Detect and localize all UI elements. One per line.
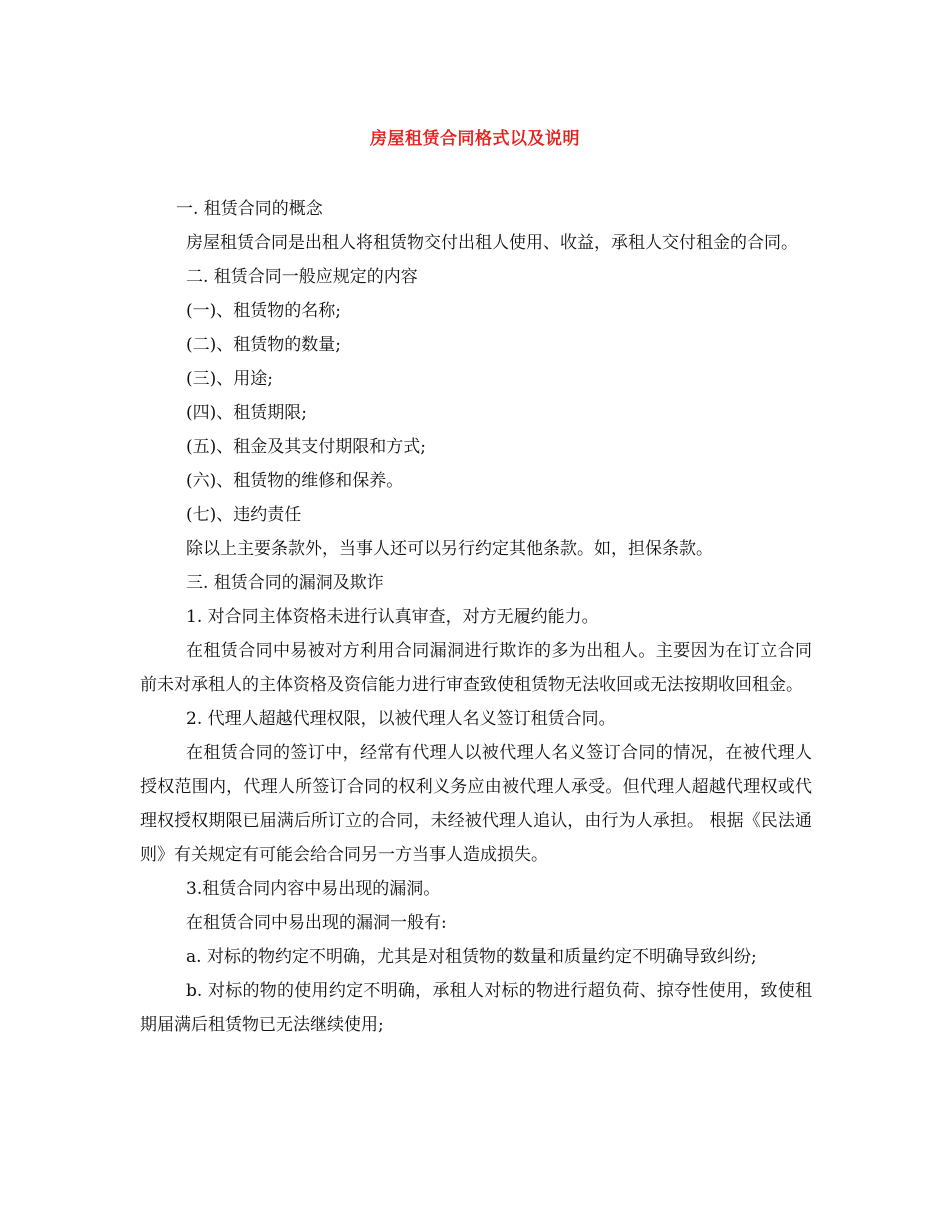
paragraph: 三. 租赁合同的漏洞及欺诈: [186, 573, 384, 593]
paragraph: (三)、用途;: [186, 369, 273, 389]
paragraph: 2. 代理人超越代理权限，以被代理人名义签订租赁合同。: [186, 709, 616, 729]
paragraph: (四)、租赁期限;: [186, 403, 307, 423]
document-title: 房屋租赁合同格式以及说明: [370, 129, 580, 149]
paragraph: (七)、违约责任: [186, 505, 302, 525]
paragraph: 3.租赁合同内容中易出现的漏洞。: [186, 879, 441, 899]
paragraph: (六)、租赁物的维修和保养。: [186, 471, 404, 491]
paragraph: 在租赁合同的签订中，经常有代理人以被代理人名义签订合同的情况，在被代理人授权范围内，代理人所签订合同的权利义务应由被代理人承受。但代理人超越代理权或代理权授权期限已届满后所订立的合同，未经被代理人追认，由行为人承担。 根据《民法通则》有关规定有可能会给合同另一方当事人造成损失。: [140, 743, 812, 865]
paragraph: (五)、租金及其支付期限和方式;: [186, 437, 426, 457]
document-body: [140, 192, 812, 1042]
paragraph: 除以上主要条款外，当事人还可以另行约定其他条款。如，担保条款。: [186, 539, 713, 559]
paragraph: b. 对标的物的使用约定不明确，承租人对标的物进行超负荷、掠夺性使用，致使租期届满后租赁物已无法继续使用;: [140, 981, 812, 1035]
paragraph: 二. 租赁合同一般应规定的内容: [186, 267, 418, 287]
paragraph: 在租赁合同中易被对方利用合同漏洞进行欺诈的多为出租人。主要因为在订立合同前未对承租人的主体资格及资信能力进行审查致使租赁物无法收回或无法按期收回租金。: [140, 641, 812, 695]
paragraph: a. 对标的物约定不明确，尤其是对租赁物的数量和质量约定不明确导致纠纷;: [186, 947, 757, 967]
paragraph: (二)、租赁物的数量;: [186, 335, 341, 355]
paragraph: 一. 租赁合同的概念: [176, 199, 323, 219]
paragraph: 在租赁合同中易出现的漏洞一般有:: [186, 913, 447, 933]
paragraph: (一)、租赁物的名称;: [186, 301, 341, 321]
paragraph: 1. 对合同主体资格未进行认真审查，对方无履约能力。: [186, 607, 599, 627]
paragraph: 房屋租赁合同是出租人将租赁物交付出租人使用、收益，承租人交付租金的合同。: [186, 233, 798, 253]
